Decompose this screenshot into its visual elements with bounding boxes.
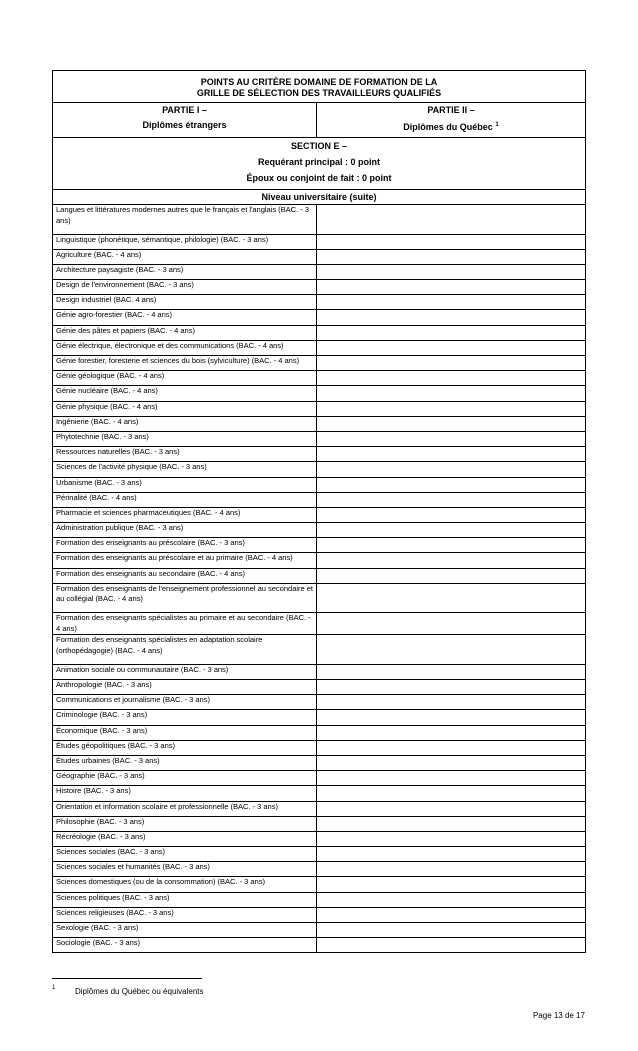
table-row	[53, 725, 586, 740]
program-empty-cell	[317, 583, 586, 613]
program-empty-cell	[317, 635, 586, 665]
program-empty-cell	[317, 553, 586, 568]
subheader-row	[53, 190, 586, 205]
program-name: Design de l'environnement (BAC. - 3 ans)	[53, 280, 317, 295]
program-empty-cell	[317, 771, 586, 786]
program-empty-cell	[317, 847, 586, 862]
table-row	[53, 755, 586, 770]
table-row	[53, 862, 586, 877]
table-row	[53, 340, 586, 355]
table-row	[53, 280, 586, 295]
program-empty-cell	[317, 507, 586, 522]
table-row	[53, 740, 586, 755]
table-row	[53, 816, 586, 831]
program-empty-cell	[317, 568, 586, 583]
table-row	[53, 416, 586, 431]
table-row	[53, 249, 586, 264]
table-row	[53, 462, 586, 477]
footnote-ref: 1	[495, 122, 499, 128]
program-empty-cell	[317, 249, 586, 264]
program-name: Criminologie (BAC. - 3 ans)	[53, 710, 317, 725]
table-row	[53, 356, 586, 371]
program-empty-cell	[317, 613, 586, 635]
program-empty-cell	[317, 462, 586, 477]
table-row	[53, 892, 586, 907]
section-header	[53, 138, 586, 190]
table-row	[53, 325, 586, 340]
footnote-number: 1	[52, 985, 56, 991]
table-row	[53, 583, 586, 613]
footnote-divider	[52, 978, 202, 979]
table-title-line1: POINTS AU CRITÈRE DOMAINE DE FORMATION DE LA	[200, 77, 438, 87]
program-empty-cell	[317, 801, 586, 816]
program-empty-cell	[317, 416, 586, 431]
program-name: Phytotechnie (BAC. - 3 ans)	[53, 431, 317, 446]
section-points-principal: Requérant principal : 0 point	[257, 157, 380, 167]
table-row	[53, 831, 586, 846]
part1-subtitle: Diplômes étrangers	[142, 120, 227, 130]
program-empty-cell	[317, 816, 586, 831]
program-empty-cell	[317, 295, 586, 310]
table-row	[53, 923, 586, 938]
table-row	[53, 786, 586, 801]
program-name: Sciences sociales et humanités (BAC. - 3 ans)	[53, 862, 317, 877]
program-name: Formation des enseignants au préscolaire (BAC. - 3 ans)	[53, 538, 317, 553]
program-empty-cell	[317, 205, 586, 235]
program-name: Formation des enseignants de l'enseignement professionnel au secondaire et au collégial (BAC. - 4 ans)	[53, 583, 317, 613]
program-name: Périnalité (BAC. - 4 ans)	[53, 492, 317, 507]
table-row	[53, 771, 586, 786]
program-empty-cell	[317, 477, 586, 492]
program-name: Formation des enseignants au préscolaire et au primaire (BAC. - 4 ans)	[53, 553, 317, 568]
program-name: Génie des pâtes et papiers (BAC. - 4 ans)	[53, 325, 317, 340]
program-name: Géographie (BAC. - 3 ans)	[53, 771, 317, 786]
program-name: Animation sociale ou communautaire (BAC. - 3 ans)	[53, 664, 317, 679]
program-empty-cell	[317, 862, 586, 877]
program-empty-cell	[317, 401, 586, 416]
program-empty-cell	[317, 740, 586, 755]
program-name: Formation des enseignants au secondaire (BAC. - 4 ans)	[53, 568, 317, 583]
program-name: Agriculture (BAC. - 4 ans)	[53, 249, 317, 264]
program-empty-cell	[317, 523, 586, 538]
program-name: Études géopolitiques (BAC. - 3 ans)	[53, 740, 317, 755]
program-name: Ressources naturelles (BAC. - 3 ans)	[53, 447, 317, 462]
table-title-row	[53, 71, 586, 103]
section-title: SECTION E –	[290, 141, 347, 151]
table-row	[53, 264, 586, 279]
program-empty-cell	[317, 831, 586, 846]
table-row	[53, 401, 586, 416]
program-name: Architecture paysagiste (BAC. - 3 ans)	[53, 264, 317, 279]
table-row	[53, 801, 586, 816]
table-row	[53, 847, 586, 862]
program-empty-cell	[317, 923, 586, 938]
table-row	[53, 877, 586, 892]
table-row	[53, 710, 586, 725]
section-row	[53, 138, 586, 190]
program-name: Sociologie (BAC. - 3 ans)	[53, 938, 317, 953]
program-name: Urbanisme (BAC. - 3 ans)	[53, 477, 317, 492]
program-empty-cell	[317, 325, 586, 340]
program-empty-cell	[317, 680, 586, 695]
program-empty-cell	[317, 725, 586, 740]
program-empty-cell	[317, 371, 586, 386]
program-name: Orientation et information scolaire et professionnelle (BAC. - 3 ans)	[53, 801, 317, 816]
program-name: Sciences sociales (BAC. - 3 ans)	[53, 847, 317, 862]
program-name: Génie électrique, électronique et des communications (BAC. - 4 ans)	[53, 340, 317, 355]
program-name: Sciences de l'activité physique (BAC. - 3 ans)	[53, 462, 317, 477]
program-name: Formation des enseignants spécialistes en adaptation scolaire (orthopédagogie) (BAC. - 4 ans)	[53, 635, 317, 665]
table-row	[53, 553, 586, 568]
program-empty-cell	[317, 538, 586, 553]
program-empty-cell	[317, 356, 586, 371]
table-row	[53, 205, 586, 235]
program-name: Ingénierie (BAC. - 4 ans)	[53, 416, 317, 431]
part2-header	[317, 103, 586, 138]
table-row	[53, 613, 586, 635]
program-empty-cell	[317, 264, 586, 279]
table-row	[53, 431, 586, 446]
table-row	[53, 295, 586, 310]
criteria-table	[52, 70, 586, 953]
program-empty-cell	[317, 786, 586, 801]
program-empty-cell	[317, 280, 586, 295]
part1-header	[53, 103, 317, 138]
program-empty-cell	[317, 310, 586, 325]
program-name: Design industriel (BAC. 4 ans)	[53, 295, 317, 310]
table-title-line2: GRILLE DE SÉLECTION DES TRAVAILLEURS QUALIFIÉS	[196, 88, 442, 98]
program-name: Génie nucléaire (BAC. - 4 ans)	[53, 386, 317, 401]
level-subheader: Niveau universitaire (suite)	[53, 190, 586, 205]
table-row	[53, 907, 586, 922]
program-empty-cell	[317, 664, 586, 679]
program-name: Génie forestier, foresterie et sciences du bois (sylviculture) (BAC. - 4 ans)	[53, 356, 317, 371]
table-row	[53, 664, 586, 679]
program-empty-cell	[317, 877, 586, 892]
program-empty-cell	[317, 431, 586, 446]
table-row	[53, 695, 586, 710]
program-name: Sexologie (BAC. - 3 ans)	[53, 923, 317, 938]
section-points-spouse: Époux ou conjoint de fait : 0 point	[246, 173, 392, 183]
table-title	[53, 71, 586, 103]
table-row	[53, 386, 586, 401]
program-name: Philosophie (BAC. - 3 ans)	[53, 816, 317, 831]
program-name: Sciences domestiques (ou de la consommation) (BAC. - 3 ans)	[53, 877, 317, 892]
program-name: Économique (BAC. - 3 ans)	[53, 725, 317, 740]
program-name: Langues et littératures modernes autres que le français et l'anglais (BAC. - 3 ans)	[53, 205, 317, 235]
parts-row	[53, 103, 586, 138]
table-row	[53, 477, 586, 492]
program-name: Communications et journalisme (BAC. - 3 ans)	[53, 695, 317, 710]
program-name: Études urbaines (BAC. - 3 ans)	[53, 755, 317, 770]
table-row	[53, 568, 586, 583]
program-empty-cell	[317, 447, 586, 462]
program-name: Génie géologique (BAC. - 4 ans)	[53, 371, 317, 386]
part2-label: PARTIE II –	[427, 105, 475, 115]
program-empty-cell	[317, 710, 586, 725]
table-row	[53, 523, 586, 538]
program-name: Administration publique (BAC. - 3 ans)	[53, 523, 317, 538]
table-row	[53, 635, 586, 665]
table-row	[53, 538, 586, 553]
part1-label: PARTIE I –	[162, 105, 207, 115]
table-row	[53, 492, 586, 507]
program-empty-cell	[317, 492, 586, 507]
program-empty-cell	[317, 234, 586, 249]
program-name: Pharmacie et sciences pharmaceutiques (BAC. - 4 ans)	[53, 507, 317, 522]
program-empty-cell	[317, 907, 586, 922]
program-empty-cell	[317, 386, 586, 401]
part2-subtitle: Diplômes du Québec	[403, 122, 493, 132]
table-row	[53, 310, 586, 325]
program-name: Histoire (BAC. - 3 ans)	[53, 786, 317, 801]
program-name: Récréologie (BAC. - 3 ans)	[53, 831, 317, 846]
program-name: Linguistique (phonétique, sémantique, philologie) (BAC. - 3 ans)	[53, 234, 317, 249]
program-name: Génie physique (BAC. - 4 ans)	[53, 401, 317, 416]
program-empty-cell	[317, 755, 586, 770]
table-row	[53, 680, 586, 695]
program-name: Sciences politiques (BAC. - 3 ans)	[53, 892, 317, 907]
program-empty-cell	[317, 340, 586, 355]
program-name: Sciences religieuses (BAC. - 3 ans)	[53, 907, 317, 922]
footnote-text: Diplômes du Québec ou équivalents	[75, 987, 204, 996]
table-row	[53, 938, 586, 953]
program-empty-cell	[317, 892, 586, 907]
program-name: Génie agro-forestier (BAC. - 4 ans)	[53, 310, 317, 325]
table-row	[53, 507, 586, 522]
table-row	[53, 234, 586, 249]
program-empty-cell	[317, 695, 586, 710]
table-row	[53, 447, 586, 462]
program-name: Formation des enseignants spécialistes au primaire et au secondaire (BAC. - 4 ans)	[53, 613, 317, 635]
criteria-table-body	[53, 71, 586, 953]
table-row	[53, 371, 586, 386]
program-name: Anthropologie (BAC. - 3 ans)	[53, 680, 317, 695]
page-number: Page 13 de 17	[532, 1011, 585, 1020]
program-empty-cell	[317, 938, 586, 953]
part2-subtitle-wrap	[320, 118, 582, 133]
